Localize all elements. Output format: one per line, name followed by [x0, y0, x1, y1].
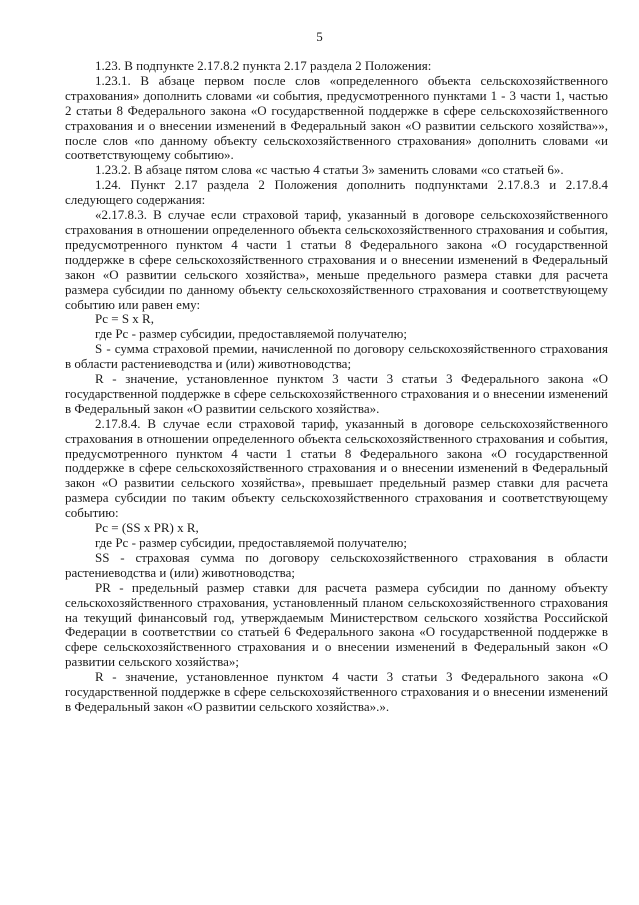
- formula: Рс = S x R,: [95, 311, 154, 327]
- paragraph: R - значение, установленное пунктом 4 части 3 статьи 3 Федерального закона «О государственной поддержке в сфере сельскохозяйственного страхования и о внесении изменений в Федеральный закон «О развитии сельского хозяйства».».: [65, 669, 608, 714]
- paragraph: где Рс - размер субсидии, предоставляемой получателю;: [95, 326, 407, 342]
- paragraph: 1.23. В подпункте 2.17.8.2 пункта 2.17 раздела 2 Положения:: [95, 58, 432, 73]
- paragraph: 1.24. Пункт 2.17 раздела 2 Положения дополнить подпунктами 2.17.8.3 и 2.17.8.4 следующего содержания:: [65, 177, 608, 208]
- page-number: 5: [316, 29, 323, 44]
- paragraph: SS - страховая сумма по договору сельскохозяйственного страхования в области растениеводства и (или) животноводства;: [65, 549, 608, 580]
- paragraph: 2.17.8.4. В случае если страховой тариф, указанный в договоре сельскохозяйственного страхования в отношении определенного объекта сельскохозяйственного страхования и события, предусмотренного пунктом 4 части 1 статьи 8 Федерального закона «О государственной поддержке в сфере сельскохозяйственного страхования и о внесении изменений в Федеральный закон «О развитии сельского хозяйства», превышает предельный размер ставки для расчета размера субсидии по таким объекту сельскохозяйственного страхования и соответствующему событию:: [65, 415, 608, 521]
- paragraph: R - значение, установленное пунктом 3 части 3 статьи 3 Федерального закона «О государственной поддержке в сфере сельскохозяйственного страхования и о внесении изменений в Федеральный закон «О развитии сельского хозяйства».: [65, 371, 608, 416]
- paragraph: 1.23.1. В абзаце первом после слов «определенного объекта сельскохозяйственного страхования» дополнить словами «и события, предусмотренного пунктами 1 - 3 части 1, частью 2 статьи 8 Федерального закона «О государственной поддержке в сфере сельскохозяйственного страхования и о внесении изменений в Федеральный закон «О развитии сельского хозяйства»», после слов «по данному объекту сельскохозяйственного страхования» дополнить словами «и соответствующему событию».: [65, 72, 608, 163]
- paragraph: S - сумма страховой премии, начисленной по договору сельскохозяйственного страхования в области растениеводства и (или) животноводства;: [65, 341, 608, 372]
- paragraph: 1.23.2. В абзаце пятом слова «с частью 4 статьи 3» заменить словами «со статьей 6».: [95, 162, 564, 178]
- formula: Рс = (SS x PR) x R,: [95, 520, 199, 536]
- paragraph: где Рс - размер субсидии, предоставляемой получателю;: [95, 535, 407, 550]
- document-body: [65, 59, 608, 715]
- paragraph: «2.17.8.3. В случае если страховой тариф, указанный в договоре сельскохозяйственного страхования в отношении определенного объекта сельскохозяйственного страхования и события, предусмотренного пунктом 4 части 1 статьи 8 Федерального закона «О государственной поддержке в сфере сельскохозяйственного страхования и о внесении изменений в Федеральный закон «О развитии сельского хозяйства», меньше предельного размера ставки для расчета размера субсидии по данному объекту сельскохозяйственного страхования и соответствующему событию или равен ему:: [65, 207, 608, 312]
- paragraph: PR - предельный размер ставки для расчета размера субсидии по данному объекту сельскохозяйственного страхования, установленный планом сельскохозяйственного страхования на текущий финансовый год, утверждаемым Министерством сельского хозяйства Российской Федерации в соответствии со статьей 6 Федерального закона «О государственной поддержке в сфере сельскохозяйственного страхования и о внесении изменений в Федеральный закон «О развитии сельского хозяйства»;: [65, 579, 608, 670]
